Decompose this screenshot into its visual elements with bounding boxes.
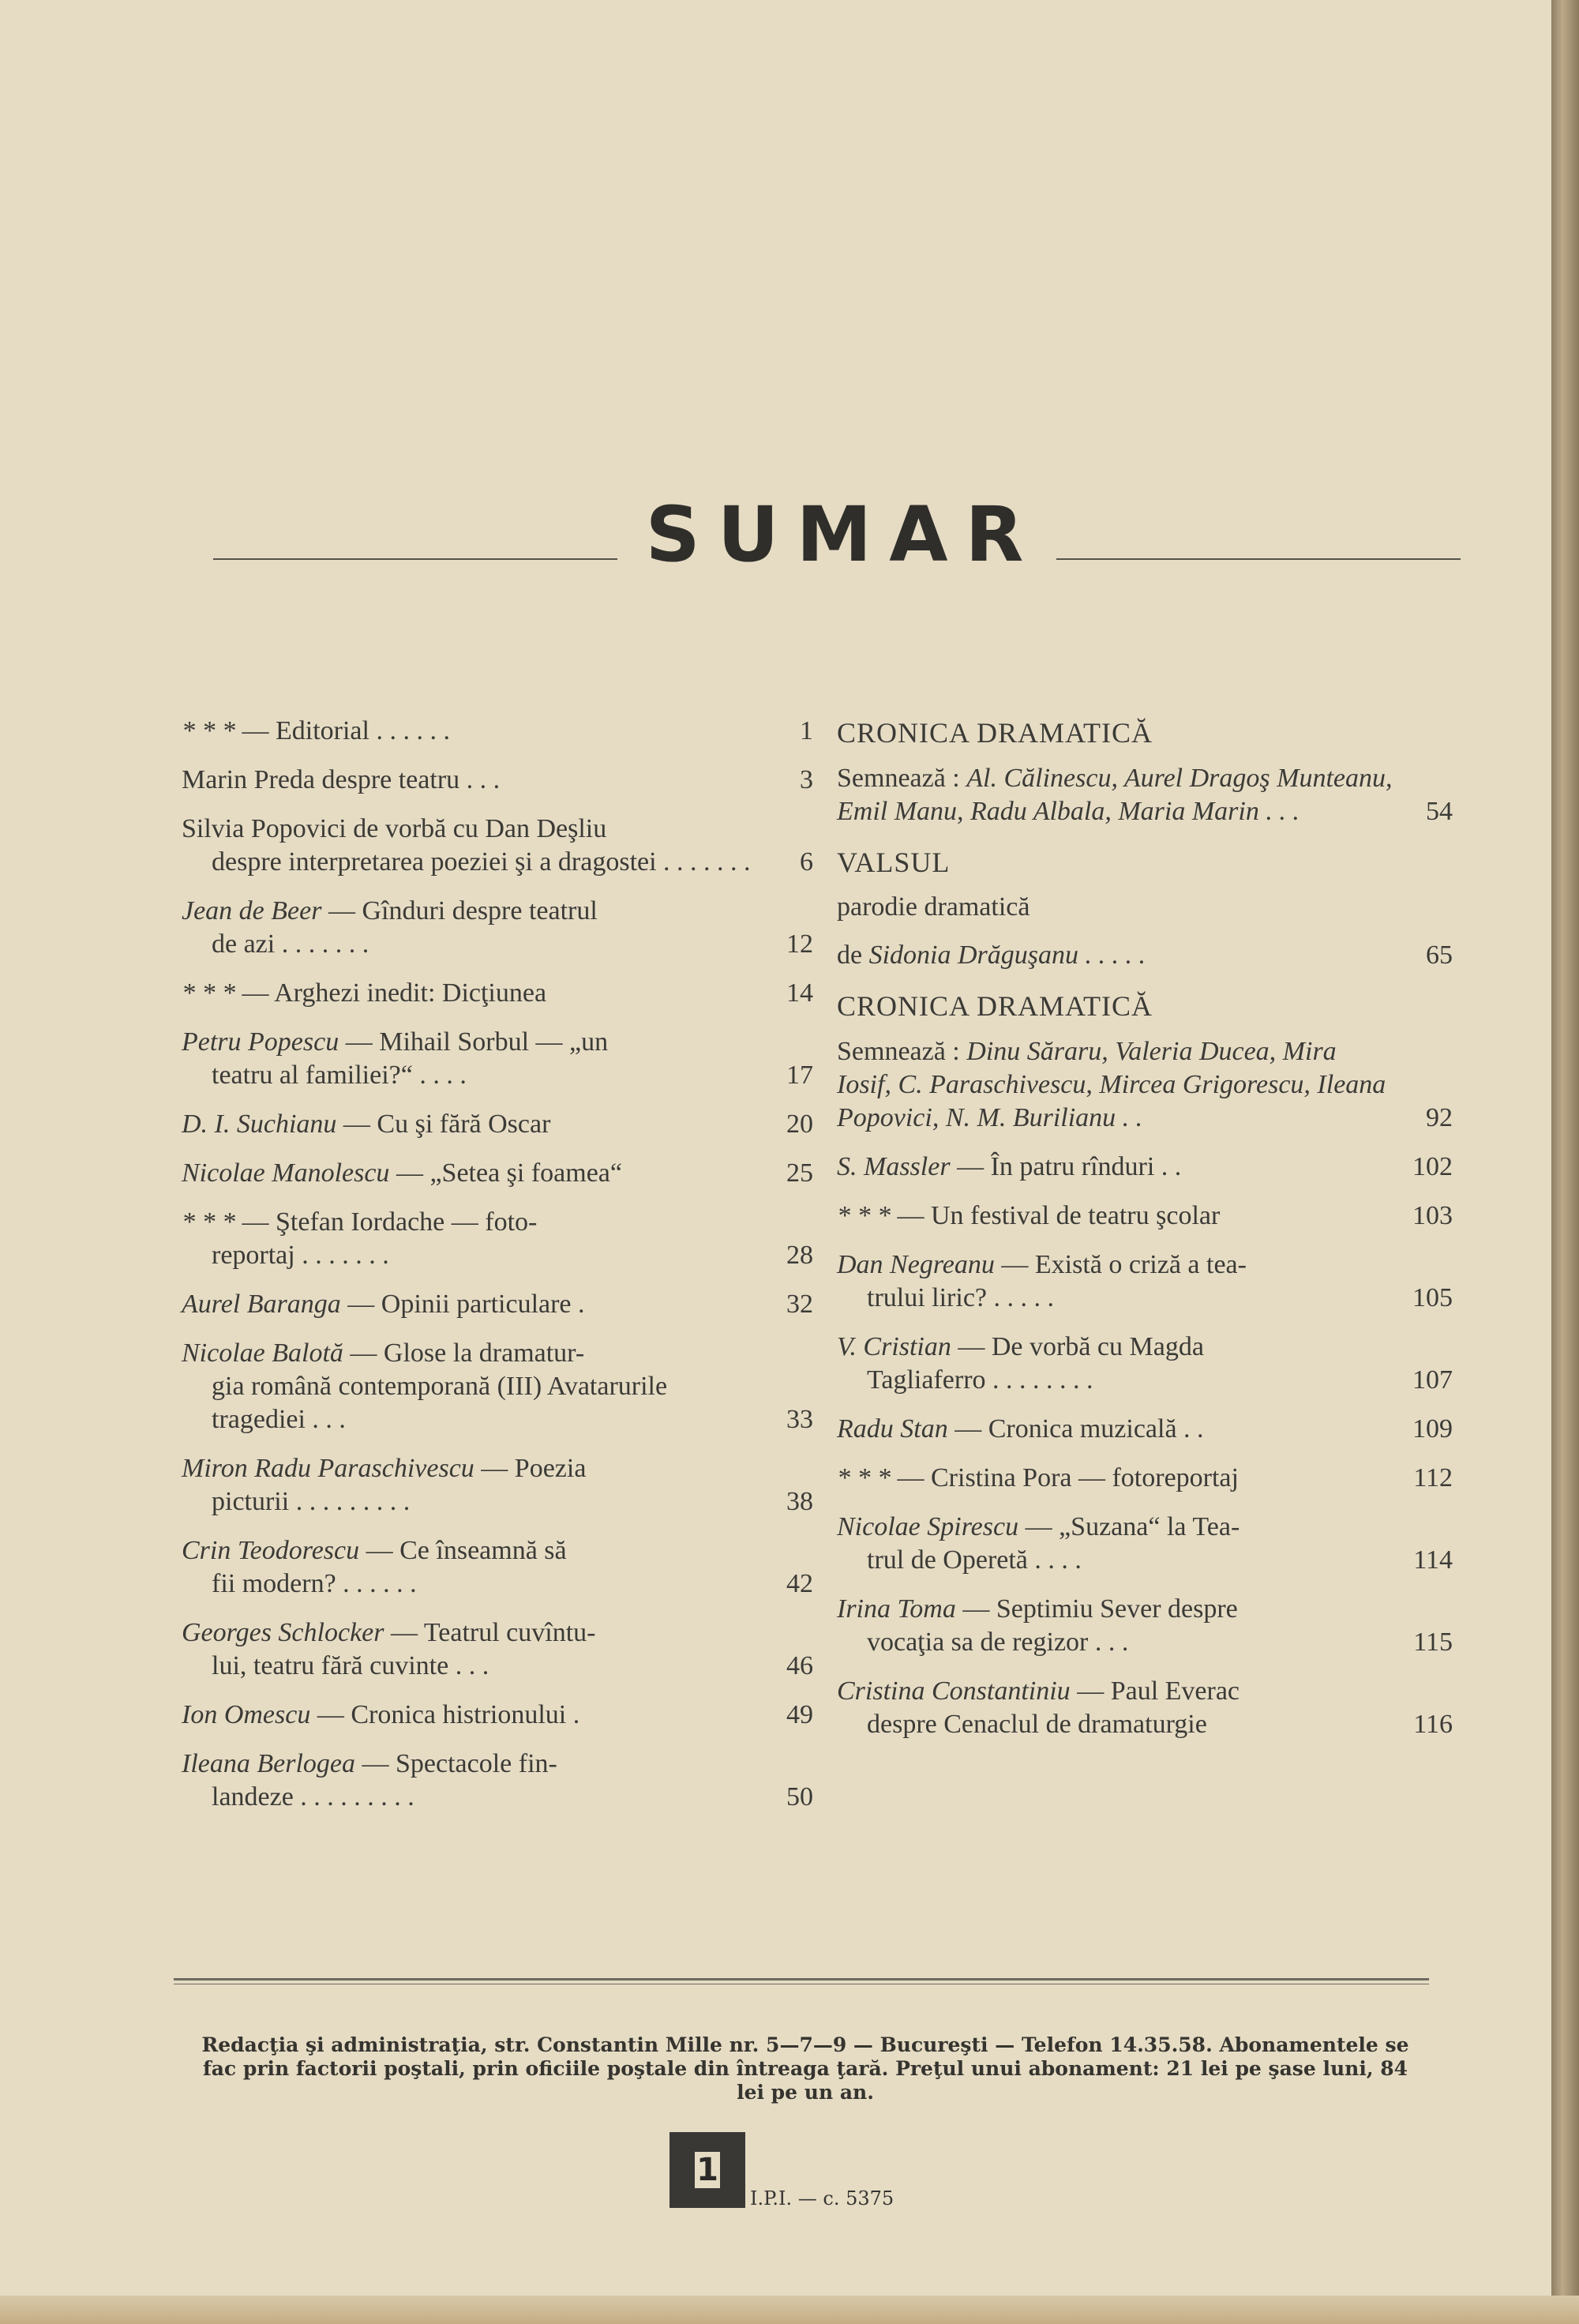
entry-title: — Arghezi inedit: Dicţiunea: [242, 978, 547, 1008]
valsul-author: Sidonia Drăguşanu . . . . .: [868, 940, 1146, 970]
entry-author: Nicolae Balotă: [182, 1338, 343, 1368]
page-number: 14: [786, 978, 813, 1008]
entry-author: Aurel Baranga: [182, 1290, 341, 1319]
entry-title: — Cronica histrionului .: [317, 1700, 580, 1729]
page-number: 49: [786, 1700, 813, 1729]
page-number: 54: [1426, 797, 1453, 826]
contents-entry: [182, 1206, 813, 1272]
contents-entry: [837, 1331, 1453, 1397]
entry-author: V. Cristian: [837, 1332, 951, 1361]
entry-title-continued: trul de Operetă . . . .: [867, 1545, 1082, 1575]
contents-entry: [182, 1157, 813, 1190]
entry-author: * * *: [182, 1207, 235, 1237]
entry-author: * * *: [837, 1201, 891, 1230]
contents-entry: [182, 1026, 813, 1092]
contents-entry: [182, 895, 813, 961]
valsul-by: de: [837, 940, 863, 970]
contents-entry: [182, 1699, 813, 1732]
entry-author: Crin Teodorescu: [182, 1536, 360, 1565]
page-number: 38: [786, 1487, 813, 1516]
page-number: 103: [1412, 1201, 1453, 1230]
entry-title-continued: despre Cenaclul de dramaturgie: [867, 1710, 1207, 1739]
page-number: 116: [1413, 1710, 1453, 1739]
page-number: 25: [786, 1158, 813, 1188]
entry-title-continued: teatru al familiei?“ . . . .: [212, 1061, 467, 1090]
entry-author: Nicolae Spirescu: [837, 1512, 1019, 1541]
cronica-1-entry: [837, 762, 1453, 828]
contents-entry: [837, 1200, 1453, 1233]
entry-author: Georges Schlocker: [182, 1618, 384, 1647]
right-entries-list: [837, 1151, 1453, 1741]
contents-entry: [837, 1248, 1453, 1315]
entry-title: — Cu şi fără Oscar: [343, 1109, 551, 1139]
entry-title: — În patru rînduri . .: [957, 1152, 1182, 1181]
page-number: 33: [786, 1405, 813, 1434]
contents-entry: [182, 1534, 813, 1601]
entry-title: — Cristina Pora — fotoreportaj: [897, 1463, 1239, 1492]
entry-title-continued: de azi . . . . . . .: [212, 929, 369, 959]
entry-author: Miron Radu Paraschivescu: [182, 1454, 474, 1483]
entry-author: Jean de Beer: [182, 896, 322, 925]
logo-mark: 1: [695, 2152, 720, 2188]
entry-title: — Editorial . . . . . .: [242, 716, 450, 745]
page-number: 46: [786, 1651, 813, 1680]
page-number: 20: [786, 1109, 813, 1139]
entry-title: — Spectacole fin-: [362, 1749, 557, 1778]
contents-entry: [182, 1108, 813, 1141]
imprint-text: Redacţia şi administraţia, str. Constantin Mille nr. 5—7—9 — Bucureşti — Telefon 14.35.58. Abonamentele se fac prin factorii poştali, prin oficiile poştale din întreaga ţară. Preţul unui abonament: 21 lei pe şase luni, 84 lei pe un an.: [201, 2033, 1409, 2104]
contents-entry: [182, 813, 813, 879]
contents-right-column: [837, 715, 1453, 1757]
contents-entry: [837, 1413, 1453, 1446]
contents-entry: [837, 1675, 1453, 1741]
entry-title: — Gînduri despre teatrul: [328, 896, 598, 925]
page-number: 42: [786, 1569, 813, 1598]
cronica-2-entry: [837, 1035, 1453, 1135]
entry-title-continued: gia română contemporană (III) Avatarurile tragediei . . .: [212, 1372, 668, 1434]
entry-title: — „Suzana“ la Tea-: [1025, 1512, 1240, 1541]
contents-entry: [182, 715, 813, 748]
entry-title: — Mihail Sorbul — „un: [345, 1027, 609, 1057]
entry-title-continued: landeze . . . . . . . . .: [212, 1782, 414, 1812]
entry-title: — Ce înseamnă să: [366, 1536, 567, 1565]
contents-entry: [182, 1288, 813, 1321]
entry-author: Cristina Constantiniu: [837, 1676, 1071, 1706]
title-rule-right: [1056, 558, 1461, 560]
entry-author: * * *: [837, 1463, 891, 1492]
footer-rule: [174, 1978, 1429, 1984]
contents-left-column: [182, 715, 813, 1830]
entry-title: — Există o criză a tea-: [1001, 1250, 1247, 1279]
contents-entry: [182, 977, 813, 1010]
page-number: 12: [786, 929, 813, 959]
entry-title-continued: lui, teatru fără cuvinte . . .: [212, 1651, 489, 1680]
entry-title-continued: trului liric? . . . . .: [867, 1283, 1055, 1312]
page-number: 114: [1413, 1545, 1453, 1575]
entry-title-continued: despre interpretarea poeziei şi a dragostei . . . . . . .: [212, 847, 751, 877]
entry-title: Marin Preda despre teatru . . .: [182, 765, 501, 794]
contents-entry: [182, 1748, 813, 1814]
section-valsul: VALSUL: [837, 847, 951, 878]
page-number: 28: [786, 1241, 813, 1270]
title-rule-left: [213, 558, 617, 560]
entry-title: Silvia Popovici de vorbă cu Dan Deşliu: [182, 814, 607, 843]
entry-title-continued: Tagliaferro . . . . . . . .: [867, 1365, 1093, 1395]
title-row: [213, 486, 1461, 579]
valsul-subtitle: parodie dramatică: [837, 892, 1030, 922]
page-number: 92: [1426, 1103, 1453, 1132]
entry-title: — Cronica muzicală . .: [955, 1414, 1204, 1444]
entry-author: Ion Omescu: [182, 1700, 311, 1729]
entry-author: Irina Toma: [837, 1594, 956, 1624]
printer-code: I.P.I. — c. 5375: [750, 2187, 895, 2209]
entry-title: — Poezia: [481, 1454, 587, 1483]
page-number: 17: [786, 1061, 813, 1090]
entry-title-continued: fii modern? . . . . . .: [212, 1569, 417, 1598]
cronica-2-names: Dinu Săraru, Valeria Ducea, Mira Iosif, C. Paraschivescu, Mircea Grigorescu, Ileana Popovici, N. M. Burilianu . .: [837, 1037, 1386, 1132]
section-cronica-dramatica-1: CRONICA DRAMATICĂ: [837, 717, 1153, 749]
contents-entry: [837, 1593, 1453, 1659]
page-number: 65: [1426, 940, 1453, 970]
page-number: 112: [1413, 1463, 1453, 1492]
entry-title: — Glose la dramatur-: [350, 1338, 585, 1368]
page-number: 107: [1412, 1365, 1453, 1395]
contents-entry: [837, 1462, 1453, 1495]
page-number: 109: [1412, 1414, 1453, 1444]
entry-title: — Septimiu Sever despre: [962, 1594, 1238, 1624]
publisher-logo-icon: [669, 2132, 745, 2208]
entry-title-continued: reportaj . . . . . . .: [212, 1241, 389, 1270]
page-bottom-edge: [0, 2296, 1579, 2324]
entry-title: — „Setea şi foamea“: [396, 1158, 622, 1188]
entry-author: Ileana Berlogea: [182, 1749, 355, 1778]
entry-author: Radu Stan: [837, 1414, 948, 1444]
cronica-1-names: Al. Călinescu, Aurel Dragoş Munteanu, Emil Manu, Radu Albala, Maria Marin . . .: [837, 764, 1393, 826]
entry-author: * * *: [182, 716, 235, 745]
entry-title: — De vorbă cu Magda: [958, 1332, 1204, 1361]
page-number: 3: [800, 765, 813, 794]
entry-author: Nicolae Manolescu: [182, 1158, 390, 1188]
entry-author: * * *: [182, 978, 235, 1008]
entry-author: D. I. Suchianu: [182, 1109, 337, 1139]
page-number: 1: [800, 716, 813, 745]
valsul-entry: [837, 939, 1453, 972]
contents-entry: [182, 764, 813, 797]
entry-title-continued: vocaţia sa de regizor . . .: [867, 1628, 1129, 1657]
contents-entry: [182, 1337, 813, 1436]
entry-author: Dan Negreanu: [837, 1250, 995, 1279]
contents-entry: [182, 1616, 813, 1683]
page-title: SUMAR: [645, 490, 1041, 579]
entry-title: — Opinii particulare .: [347, 1290, 585, 1319]
book-binding-edge: [1551, 0, 1579, 2324]
section-cronica-dramatica-2: CRONICA DRAMATICĂ: [837, 990, 1153, 1022]
entry-title: — Paul Everac: [1077, 1676, 1240, 1706]
page-number: 105: [1412, 1283, 1453, 1312]
page-number: 32: [786, 1290, 813, 1319]
entry-author: S. Massler: [837, 1152, 951, 1181]
entry-title: — Teatrul cuvîntu-: [390, 1618, 596, 1647]
page-number: 102: [1412, 1152, 1453, 1181]
page-number: 115: [1413, 1628, 1453, 1657]
page-number: 6: [800, 847, 813, 877]
entry-title: — Ştefan Iordache — foto-: [242, 1207, 538, 1237]
entry-title-continued: picturii . . . . . . . . .: [212, 1487, 411, 1516]
page-number: 50: [786, 1782, 813, 1812]
contents-entry: [837, 1511, 1453, 1577]
entry-title: — Un festival de teatru şcolar: [897, 1201, 1221, 1230]
contents-entry: [182, 1452, 813, 1519]
cronica-1-label: Semnează :: [837, 764, 960, 793]
contents-entry: [837, 1151, 1453, 1184]
entry-author: Petru Popescu: [182, 1027, 339, 1057]
cronica-2-label: Semnează :: [837, 1037, 960, 1066]
